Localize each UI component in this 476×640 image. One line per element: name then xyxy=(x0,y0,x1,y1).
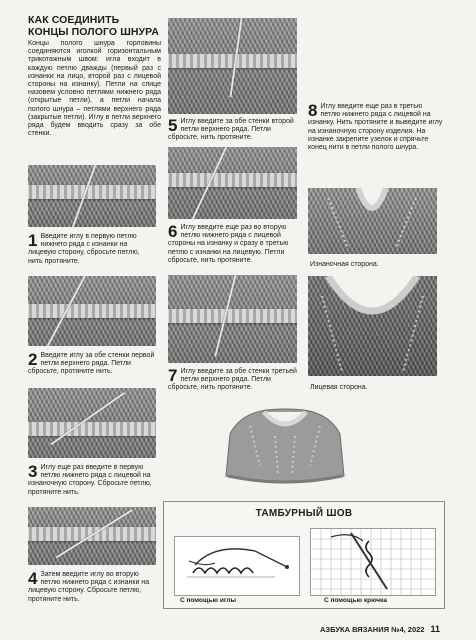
step-8-text: Иглу введите еще раз в третью петлю нижнего ряда с лицевой на изнанку. Нить протяните и выведите иглу на изнаночную сторону изделия. На изнанке закрепите узелок и спрячьте конец нити в петли полого шнура. xyxy=(308,103,443,152)
step-5-photo xyxy=(168,18,297,114)
step-1-photo xyxy=(28,165,156,227)
page-title: КАК СОЕДИНИТЬ КОНЦЫ ПОЛОГО ШНУРА xyxy=(28,14,160,38)
step-2-number: 2 xyxy=(28,350,38,369)
step-1-number: 1 xyxy=(28,231,38,250)
step-7-number: 7 xyxy=(168,366,178,385)
wrong-side-photo xyxy=(308,188,437,254)
step-5-text: Иглу введите за обе стенки второй петли верхнего ряда. Петли сбросьте, нить протяните. xyxy=(168,118,294,142)
step-6-photo xyxy=(168,147,297,219)
tambour-title: ТАМБУРНЫЙ ШОВ xyxy=(255,508,353,519)
step-3-number: 3 xyxy=(28,462,38,481)
step-7 xyxy=(168,368,299,393)
page-footer xyxy=(320,624,440,634)
step-8 xyxy=(308,103,443,152)
step-3-text: Иглу еще раз введите в первую петлю нижнего ряда с лицевой на изнаночную сторону. Сбросьте петлю, протяните нить. xyxy=(28,464,152,496)
step-6 xyxy=(168,224,299,265)
step-2 xyxy=(28,352,156,377)
step-5-number: 5 xyxy=(168,116,178,135)
step-4-number: 4 xyxy=(28,569,38,588)
step-5 xyxy=(168,118,299,143)
hook-caption: С помощью крючка xyxy=(324,597,388,604)
needle-caption: С помощью иглы xyxy=(180,597,237,604)
step-3-photo xyxy=(28,388,156,458)
tambour-stitch-box xyxy=(163,501,445,609)
intro-text: Концы полого шнура горловины соединяются иголкой горизонтальным трикотажным швом: игла входит в каждую петлю дважды (первый раз с изнанки на лицо, второй раз с лицевой стороны на изнанку). Петли на спице назовем условно петлями нижнего ряда (открытые петли), а петли начала полого шнура – петлями верхнего ряда (закрытые петли). Иглу в петли верхнего ряда будем вводить сразу за обе стенки. xyxy=(28,40,161,138)
step-6-text: Иглу введите еще раз во вторую петлю нижнего ряда с лицевой стороны на изнанку и сразу в третью петлю с изнанки на лицевую. Петли сбросьте, нить протяните. xyxy=(168,224,289,264)
step-8-number: 8 xyxy=(308,101,318,120)
magazine-name: АЗБУКА ВЯЗАНИЯ №4, 2022 xyxy=(320,625,425,634)
right-side-caption: Лицевая сторона. xyxy=(310,384,368,391)
step-6-number: 6 xyxy=(168,222,178,241)
right-side-photo xyxy=(308,276,437,376)
step-7-text: Иглу введите за обе стенки третьей петли верхнего ряда. Петли сбросьте, нить протяните. xyxy=(168,368,297,392)
step-4-text: Затем введите иглу во вторую петлю нижнего ряда с изнанки на лицевую сторону. Сбросьте петлю, протяните нить. xyxy=(28,571,150,603)
step-4 xyxy=(28,571,156,604)
sweater-yoke-photo xyxy=(220,396,350,488)
page-number: 11 xyxy=(430,624,440,634)
step-2-text: Введите иглу за обе стенки первой петли верхнего ряда. Петли сбросьте, протяните нить. xyxy=(28,352,155,376)
step-1-text: Введите иглу в первую петлю нижнего ряда с изнанки на лицевую сторону, сбросьте петлю, нить протяните. xyxy=(28,233,140,265)
step-3 xyxy=(28,464,156,497)
hook-diagram xyxy=(310,528,436,596)
needle-diagram xyxy=(174,536,300,596)
wrong-side-caption: Изнаночная сторона. xyxy=(310,261,379,268)
step-2-photo xyxy=(28,276,156,346)
step-1 xyxy=(28,233,156,266)
step-7-photo xyxy=(168,275,297,363)
step-4-photo xyxy=(28,507,156,565)
